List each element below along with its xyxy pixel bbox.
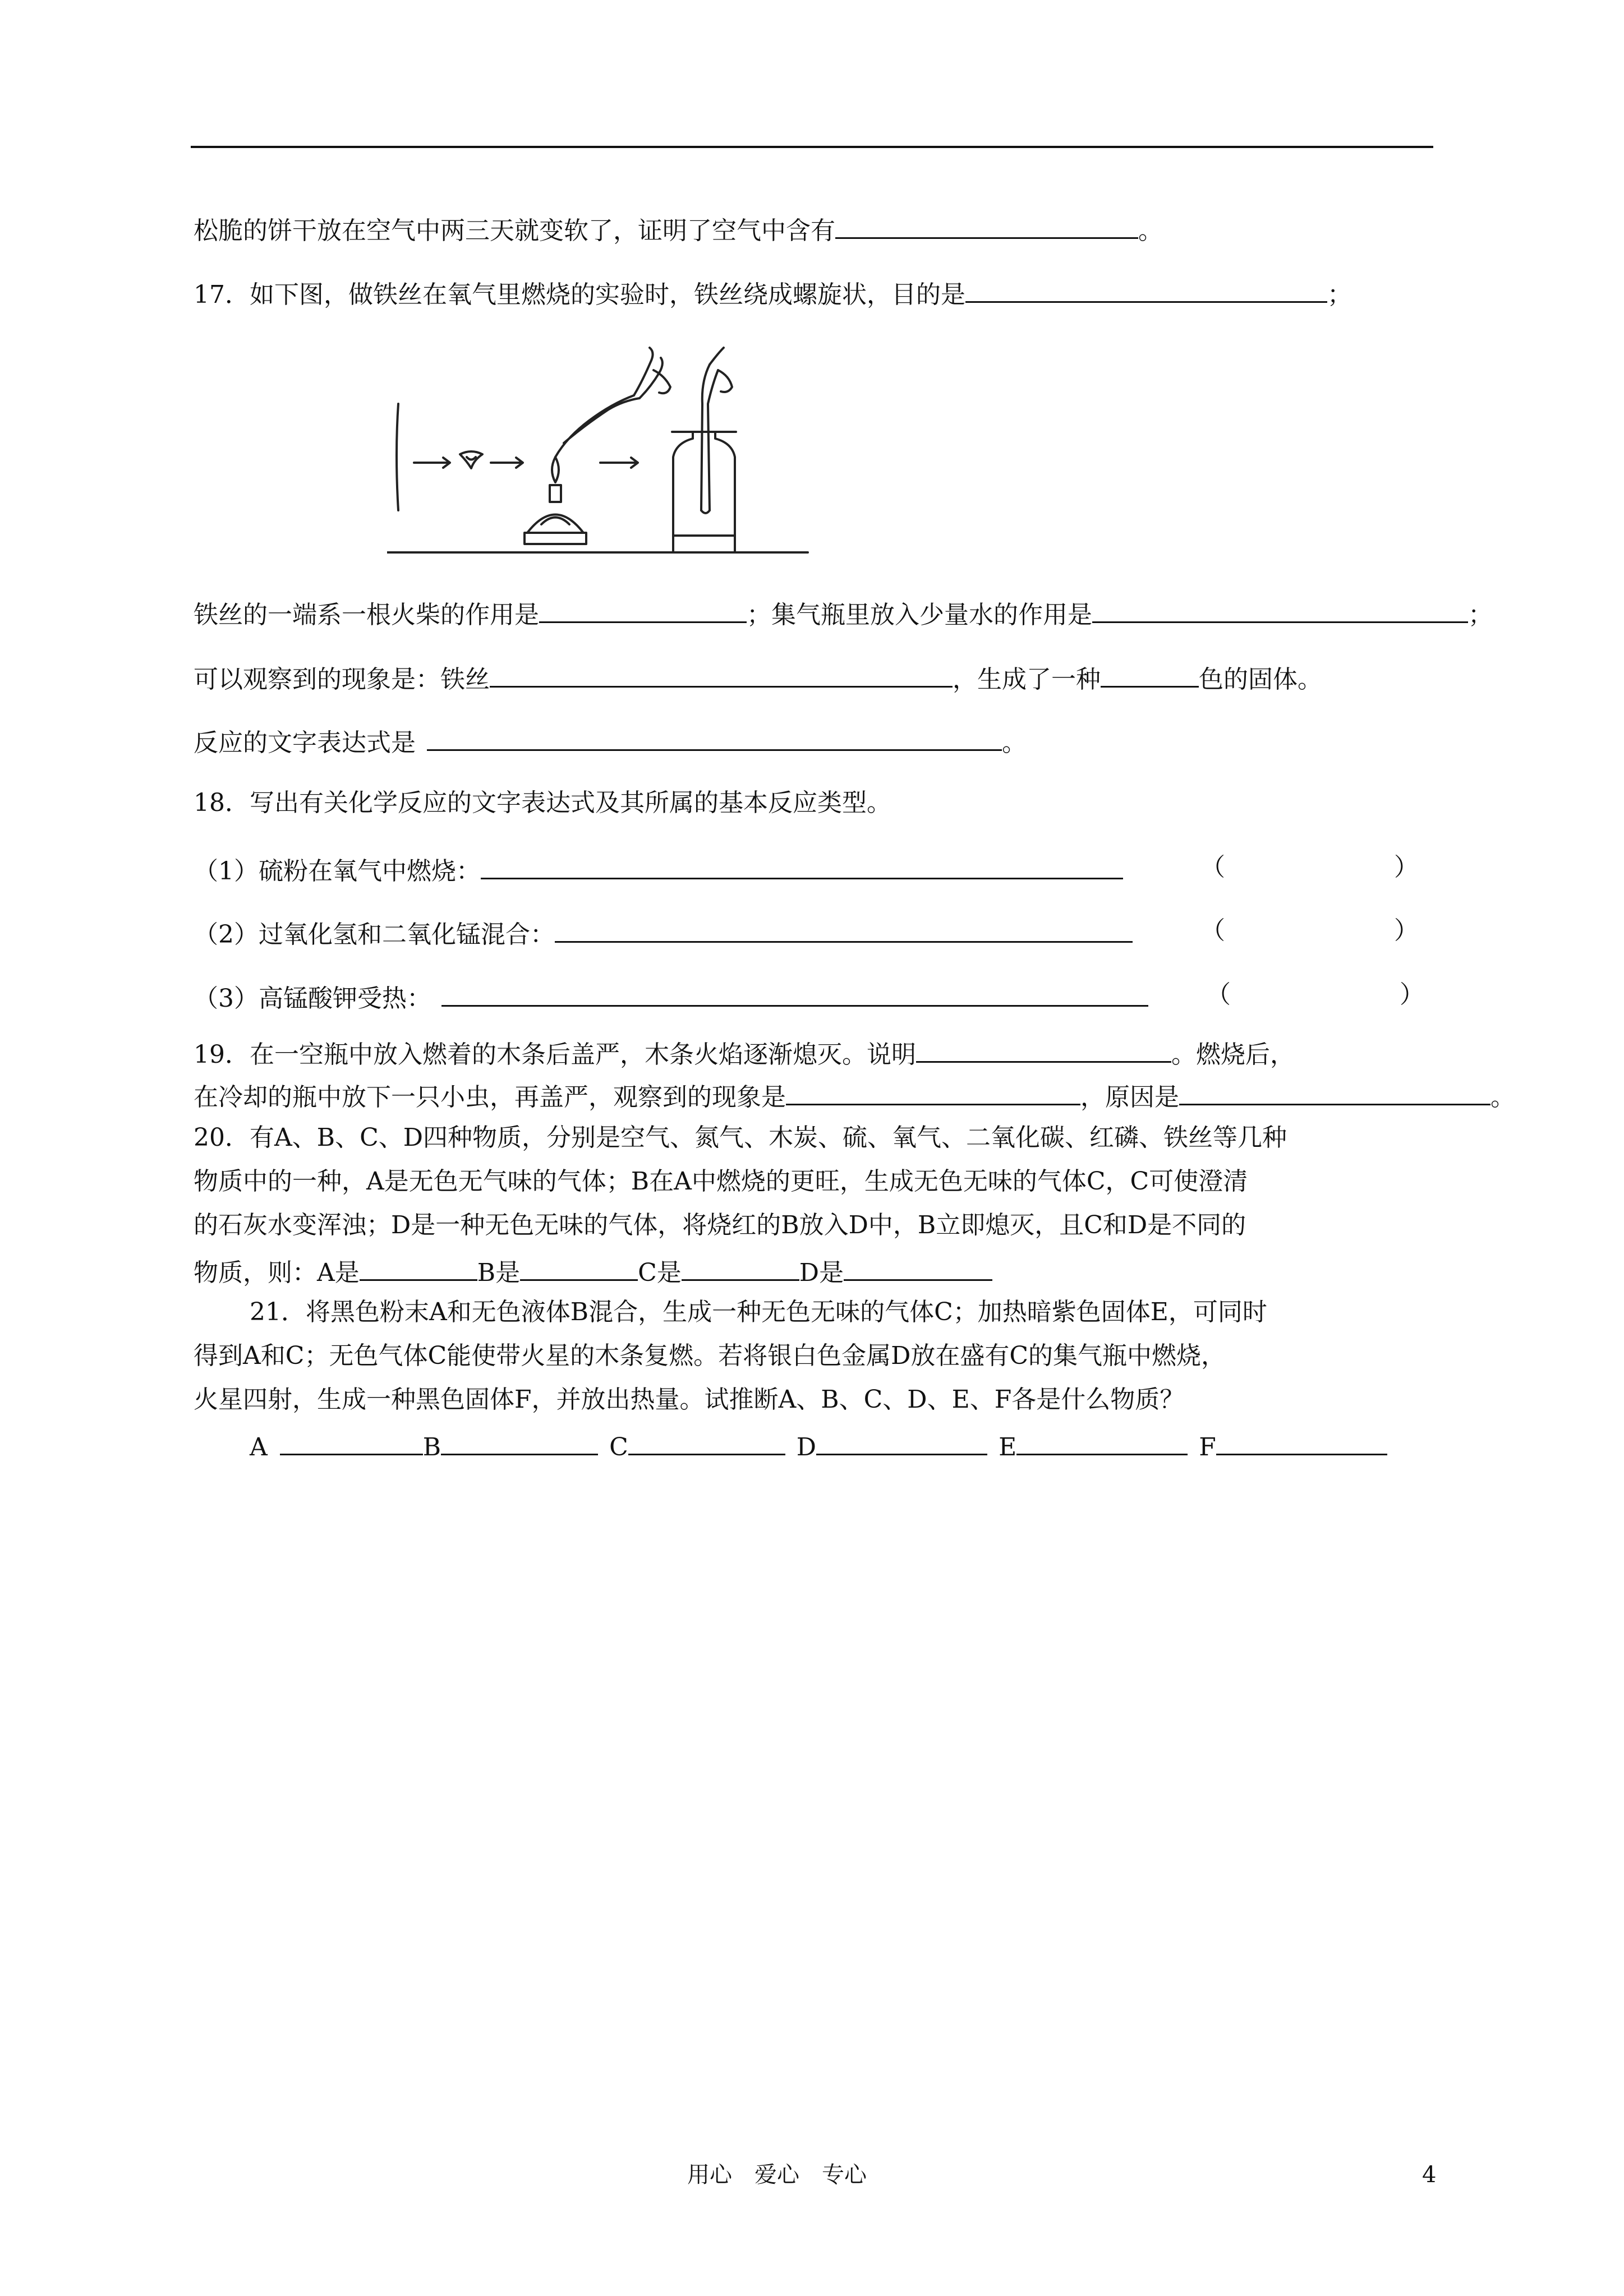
q18-paren-open-2: （: [1200, 916, 1225, 945]
q16-blank[interactable]: [835, 215, 1138, 239]
q21-answer-line: A B C D E F: [250, 1431, 1387, 1460]
q19-phenomenon-blank[interactable]: [786, 1081, 1080, 1105]
q18-paren-open-3: （: [1206, 980, 1231, 1009]
gas-bottle-icon: [672, 432, 736, 552]
q21-line1: 21．将黑色粉末A和无色液体B混合，生成一种无色无味的气体C；加热暗紫色固体E，可同时: [250, 1298, 1267, 1326]
q21-d-blank[interactable]: [816, 1431, 987, 1455]
q21-f-blank[interactable]: [1216, 1431, 1387, 1455]
match-purpose-blank[interactable]: [539, 599, 747, 623]
q18-intro: 18．写出有关化学反应的文字表达式及其所属的基本反应类型。: [194, 789, 891, 817]
q20-line1: 20．有A、B、C、D四种物质，分别是空气、氮气、木炭、硫、氧气、二氧化碳、红磷、铁丝等几种: [194, 1123, 1287, 1152]
water-purpose-blank[interactable]: [1092, 599, 1468, 623]
q18-item-2: （2）过氧化氢和二氧化锰混合：: [194, 919, 1133, 947]
q17-purpose-blank[interactable]: [965, 279, 1327, 303]
iron-wire-experiment-figure: [387, 342, 813, 561]
solid-color-blank[interactable]: [1101, 663, 1199, 688]
q18-paren-close-1: ）: [1394, 853, 1419, 882]
phenomenon-blank[interactable]: [490, 663, 953, 688]
spirit-lamp-icon: [525, 457, 586, 544]
q21-line2: 得到A和C；无色气体C能使带火星的木条复燃。若将银白色金属D放在盛有C的集气瓶中燃烧，: [194, 1341, 1226, 1370]
q18-equation-blank-1[interactable]: [481, 855, 1123, 879]
q20-line3: 的石灰水变浑浊；D是一种无色无味的气体，将烧红的B放入D中，B立即熄灭，且C和D是不同的: [194, 1211, 1246, 1239]
q19-reason-blank[interactable]: [1179, 1081, 1490, 1105]
q17-intro: 17．如下图，做铁丝在氧气里燃烧的实验时，铁丝绕成螺旋状，目的是: [194, 280, 965, 309]
q20-d-blank[interactable]: [844, 1257, 992, 1281]
q19-line2: 在冷却的瓶中放下一只小虫，再盖严，观察到的现象是 ，原因是 。: [194, 1081, 1515, 1110]
footer-motto: 用心 爱心 专心: [687, 2162, 867, 2188]
q21-a-blank[interactable]: [280, 1431, 423, 1455]
q17-intro-line: 17．如下图，做铁丝在氧气里燃烧的实验时，铁丝绕成螺旋状，目的是 ；: [194, 279, 1352, 307]
q18-equation-blank-3[interactable]: [441, 983, 1148, 1007]
small-coil-icon: [460, 451, 482, 468]
q20-b-blank[interactable]: [520, 1257, 638, 1281]
page-number: 4: [1422, 2162, 1437, 2188]
figure-wall: [397, 404, 398, 510]
q18-item-3: （3）高锰酸钾受热：: [194, 983, 1148, 1011]
q18-equation-blank-2[interactable]: [555, 919, 1133, 943]
q18-paren-open-1: （: [1200, 853, 1225, 882]
q21-c-blank[interactable]: [628, 1431, 785, 1455]
q18-paren-close-3: ）: [1400, 980, 1424, 1009]
q16-text: 松脆的饼干放在空气中两三天就变软了，证明了空气中含有: [194, 216, 835, 245]
q21-b-blank[interactable]: [441, 1431, 598, 1455]
q16-line: 松脆的饼干放在空气中两三天就变软了，证明了空气中含有 。: [194, 215, 1163, 243]
q19-explain-blank[interactable]: [916, 1039, 1171, 1063]
q20-line2: 物质中的一种，A是无色无气味的气体；B在A中燃烧的更旺，生成无色无味的气体C，C可使澄清: [194, 1167, 1248, 1196]
tongs-in-bottle: [701, 348, 732, 513]
arrow-1: [414, 458, 450, 468]
q18-item-1: （1）硫粉在氧气中燃烧：: [194, 855, 1123, 884]
tongs-over-lamp: [555, 348, 670, 457]
q20-line4: 物质，则：A是 B是 C是 D是: [194, 1257, 992, 1285]
q21-line3: 火星四射，生成一种黑色固体F，并放出热量。试推断A、B、C、D、E、F各是什么物质？: [194, 1385, 1185, 1414]
q18-paren-close-2: ）: [1394, 916, 1419, 945]
q21-e-blank[interactable]: [1016, 1431, 1188, 1455]
q20-a-blank[interactable]: [360, 1257, 477, 1281]
word-equation-blank[interactable]: [427, 727, 1002, 751]
header-rule: [191, 146, 1433, 148]
q17-line2: 可以观察到的现象是：铁丝 ，生成了一种 色的固体。: [194, 663, 1322, 692]
arrow-2: [491, 458, 523, 468]
q17-line3: 反应的文字表达式是 。: [194, 727, 1027, 755]
q19-line1: 19．在一空瓶中放入燃着的木条后盖严，木条火焰逐渐熄灭。说明 。燃烧后，: [194, 1039, 1295, 1067]
q20-c-blank[interactable]: [682, 1257, 799, 1281]
q17-line1: 铁丝的一端系一根火柴的作用是 ；集气瓶里放入少量水的作用是 ；: [194, 599, 1493, 628]
arrow-3: [600, 458, 638, 468]
